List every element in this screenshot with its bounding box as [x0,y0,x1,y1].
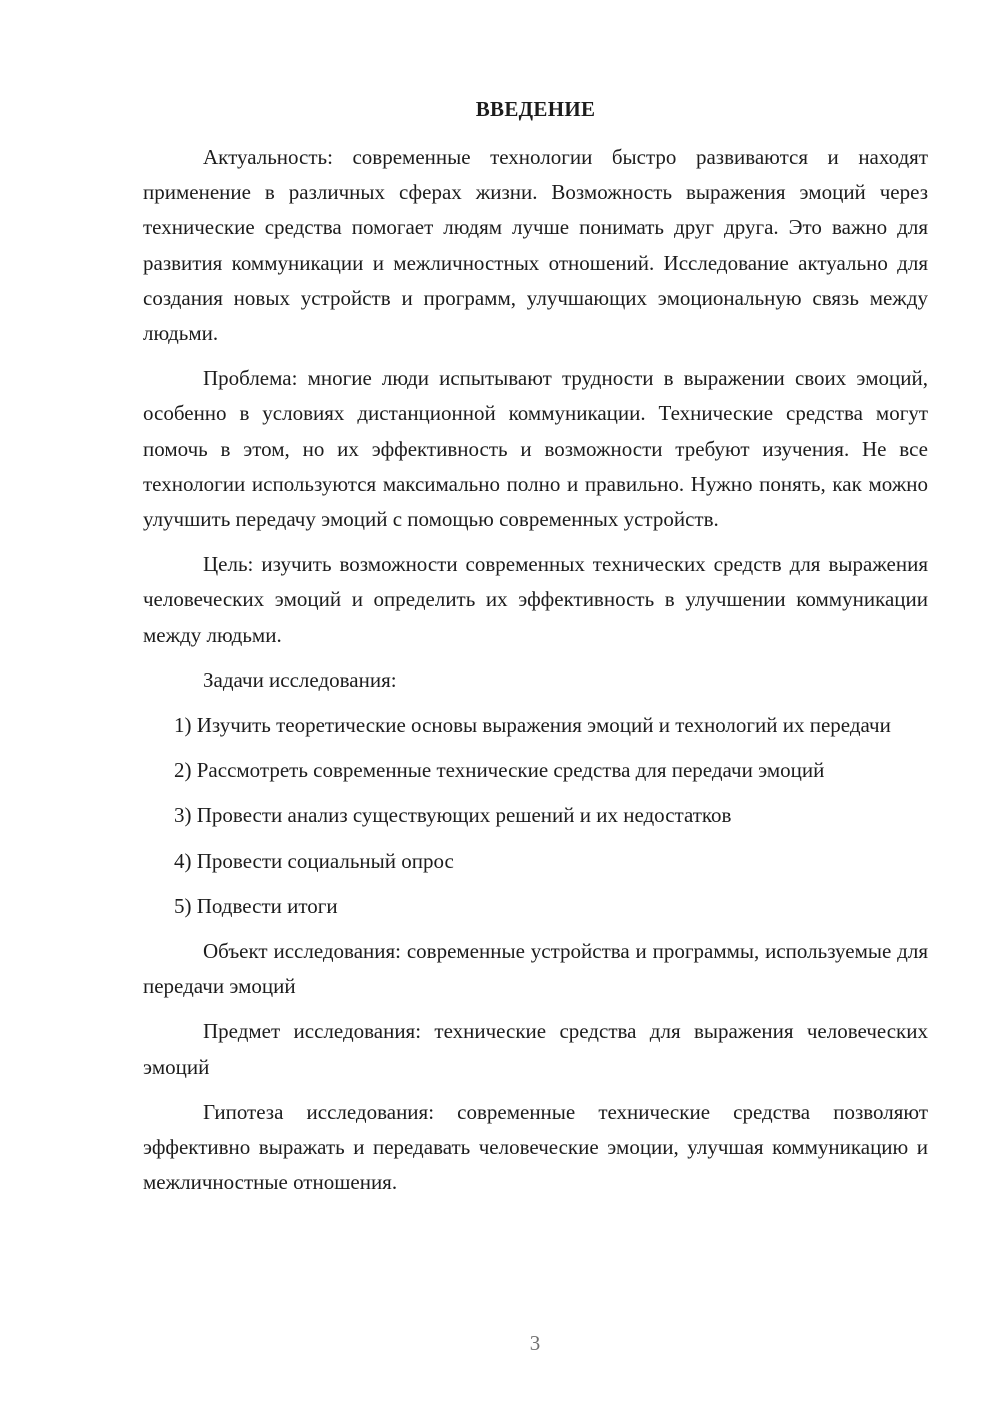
task-item-2: 2) Рассмотреть современные технические средства для передачи эмоций [174,758,825,783]
goal-paragraph: Цель: изучить возможности современных технических средств для выражения человеческих эмоций и определить их эффективность в улучшении коммуникации между людьми. [143,552,928,647]
relevance-paragraph: Актуальность: современные технологии быстро развиваются и находят применение в различных сферах жизни. Возможность выражения эмоций через технические средства помогает людям лучше понимать друг друга. Это важно для развития коммуникации и межличностных отношений. Исследование актуально для создания новых устройств и программ, улучшающих эмоциональную связь между людьми. [143,145,928,346]
task-item-4: 4) Провести социальный опрос [174,848,454,873]
object-paragraph: Объект исследования: современные устройства и программы, используемые для передачи эмоций [143,939,928,999]
task-item-3: 3) Провести анализ существующих решений и их недостатков [174,803,732,828]
page-number: 3 [529,1331,541,1355]
section-title: ВВЕДЕНИЕ [475,97,596,121]
hypothesis-paragraph: Гипотеза исследования: современные технические средства позволяют эффективно выражать и передавать человеческие эмоции, улучшая коммуникацию и межличностные отношения. [143,1099,928,1195]
document-page [143,92,928,1210]
problem-paragraph: Проблема: многие люди испытывают трудности в выражении своих эмоций, особенно в условиях дистанционной коммуникации. Технические средства могут помочь в этом, но их эффективность и возможности требуют изучения. Не все технологии используются максимально полно и правильно. Нужно понять, как можно улучшить передачу эмоций с помощью современных устройств. [143,366,928,532]
task-item-5: 5) Подвести итоги [174,893,338,918]
task-item-1: 1) Изучить теоретические основы выражения эмоций и технологий их передачи [174,713,891,738]
subject-paragraph: Предмет исследования: технические средства для выражения человеческих эмоций [143,1019,928,1079]
tasks-heading: Задачи исследования: [203,667,397,692]
